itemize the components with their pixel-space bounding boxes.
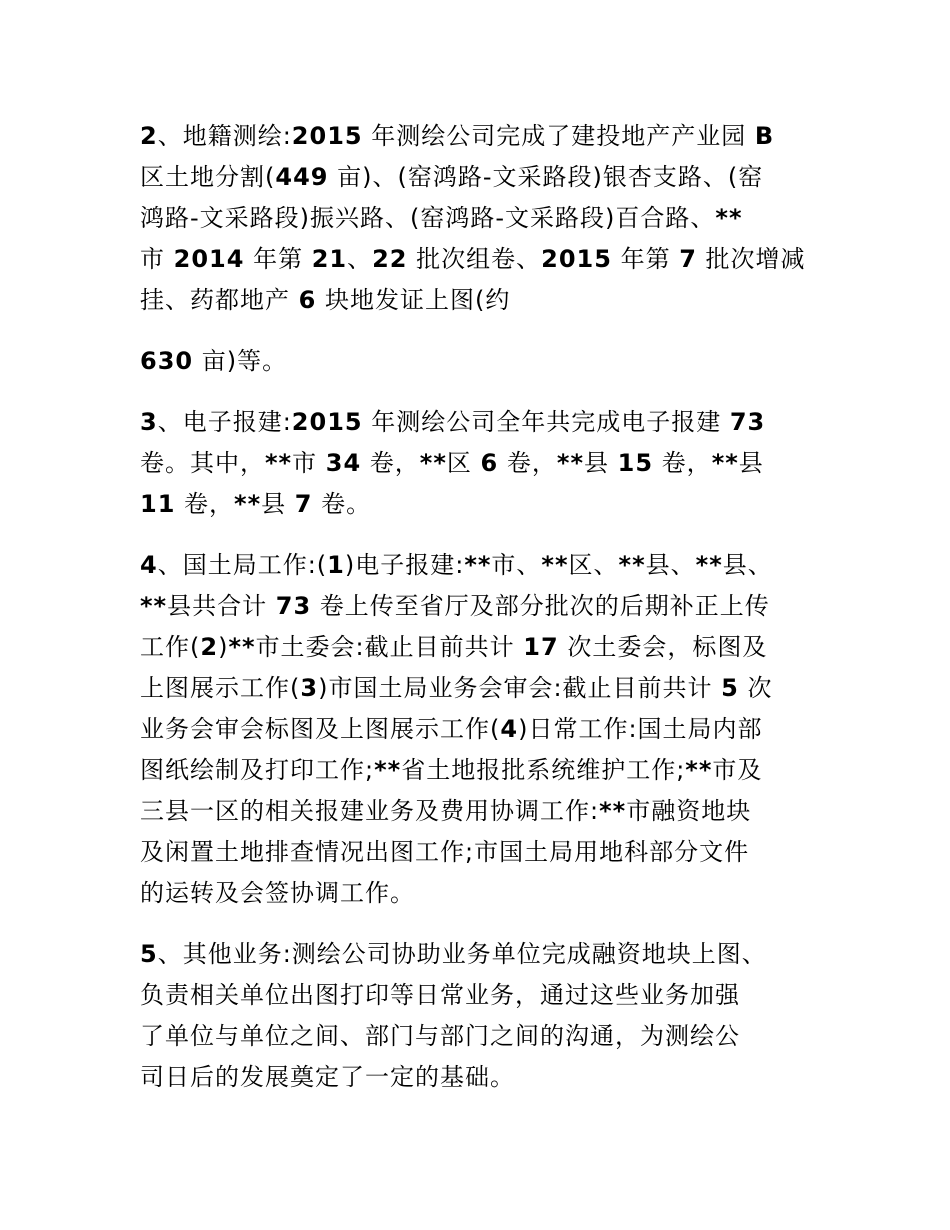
paragraph-other-business [140,934,820,1098]
text-line: 11 卷，**县 7 卷。 [140,490,372,518]
text-line: 5、其他业务:测绘公司协助业务单位完成融资地块上图、 [140,940,767,968]
text-line: 工作(2)**市土委会:截止目前共计 17 次土委会，标图及 [140,633,768,661]
text-line: 司日后的发展奠定了一定的基础。 [140,1063,515,1091]
text-line: 三县一区的相关报建业务及费用协调工作:**市融资地块 [140,797,752,825]
document-page [140,116,820,1118]
text-line: 市 2014 年第 21、22 批次组卷、2015 年第 7 批次增减 [140,245,806,273]
paragraph-cadastral-survey-continued [140,341,820,382]
text-line: 3、电子报建:2015 年测绘公司全年共完成电子报建 73 [140,408,766,436]
text-line: 630 亩)等。 [140,347,288,375]
paragraph-electronic-filing [140,402,820,525]
text-line: 挂、药都地产 6 块地发证上图(约 [140,286,511,314]
text-line: 鸿路-文采路段)振兴路、(窑鸿路-文采路段)百合路、** [140,204,743,232]
paragraph-land-bureau-work [140,545,820,914]
paragraph-cadastral-survey [140,116,820,321]
text-line: 区土地分割(449 亩)、(窑鸿路-文采路段)银杏支路、(窑 [140,163,764,191]
text-line: 上图展示工作(3)市国土局业务会审会:截止目前共计 5 次 [140,674,773,702]
text-line: 业务会审会标图及上图展示工作(4)日常工作:国土局内部 [140,715,763,743]
text-line: 的运转及会签协调工作。 [140,879,415,907]
text-line: 2、地籍测绘:2015 年测绘公司完成了建投地产产业园 B [140,122,775,150]
text-line: 了单位与单位之间、部门与部门之间的沟通，为测绘公 [140,1022,740,1050]
text-line: 卷。其中，**市 34 卷，**区 6 卷，**县 15 卷，**县 [140,449,764,477]
text-line: 及闲置土地排查情况出图工作;市国土局用地科部分文件 [140,838,750,866]
text-line: 负责相关单位出图打印等日常业务，通过这些业务加强 [140,981,740,1009]
text-line: **县共合计 73 卷上传至省厅及部分批次的后期补正上传 [140,592,770,620]
text-line: 4、国土局工作:(1)电子报建:**市、**区、**县、**县、 [140,551,773,579]
text-line: 图纸绘制及打印工作;**省土地报批系统维护工作;**市及 [140,756,763,784]
